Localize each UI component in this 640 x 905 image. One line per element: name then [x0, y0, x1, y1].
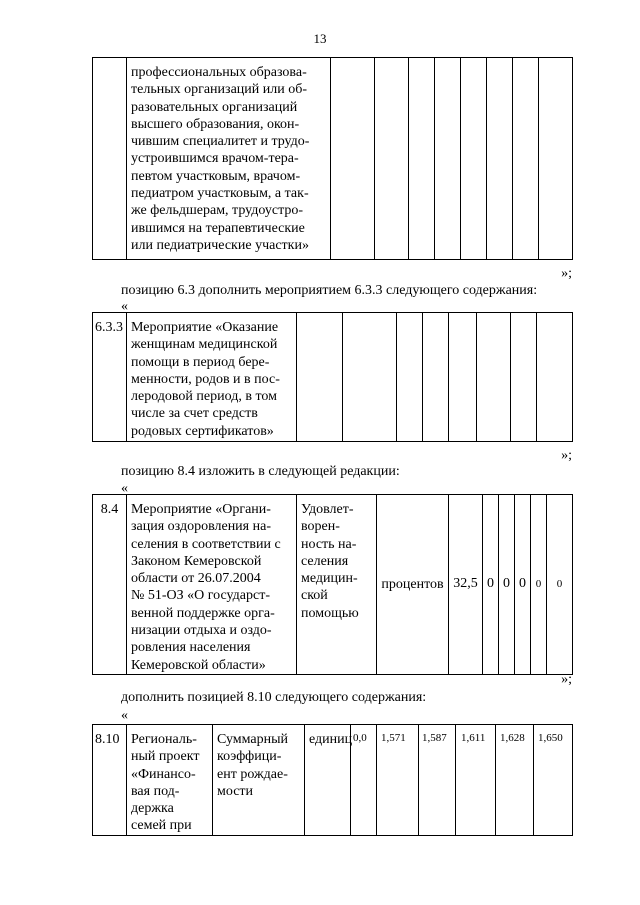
cell-description: Мероприятие «Органи- зация оздоровления на- селения в соответствии с Законом Кемеровской области от 26.07.2004 № 51-ОЗ «О государст- венной поддержке орга- низации отдыха и оздо- ровления населения Кемеровской области»: [127, 495, 297, 675]
cell-indicator: Суммарный коэффици- ент рождае- мости: [213, 725, 305, 836]
table-6-3-3: [92, 312, 573, 442]
cell-empty: [537, 313, 573, 442]
cell-value: 1,571: [377, 725, 419, 836]
cell-num: 8.10: [93, 725, 127, 836]
cell-empty: [511, 313, 537, 442]
opening-quote: «: [121, 481, 128, 496]
cell-indicator: Удовлет- ворен- ность на- селения медицин- ской помощью: [297, 495, 377, 675]
opening-quote: «: [121, 299, 128, 314]
cell-value: 0: [531, 495, 547, 675]
page-number: 13: [313, 31, 327, 46]
cell-value: 32,5: [449, 495, 483, 675]
cell-num: 8.4: [93, 495, 127, 675]
cell-value: 1,587: [419, 725, 456, 836]
cell-empty: [513, 58, 539, 260]
cell-value: 0: [515, 495, 531, 675]
cell-empty: [449, 313, 477, 442]
cell-empty: [487, 58, 513, 260]
table-continuation: [92, 57, 573, 260]
cell-empty: [331, 58, 375, 260]
closing-quote: »;: [561, 448, 572, 463]
cell-empty: [343, 313, 397, 442]
cell-num: 6.3.3: [93, 313, 127, 442]
cell-empty: [435, 58, 461, 260]
cell-empty: [461, 58, 487, 260]
cell-empty: [423, 313, 449, 442]
cell-empty: [375, 58, 409, 260]
cell-value: 1,650: [534, 725, 573, 836]
table-8-10: [92, 724, 573, 836]
paragraph-6-3: позицию 6.3 дополнить мероприятием 6.3.3 следующего содержания:: [121, 283, 538, 298]
cell-num: [93, 58, 127, 260]
cell-value: 0,0: [351, 725, 377, 836]
cell-unit: процентов: [377, 495, 449, 675]
cell-description: Мероприятие «Оказание женщинам медицинской помощи в период бере- менности, родов и в пос- леродовой период, в том числе за счет средств родовых сертификатов»: [127, 313, 297, 442]
table-8-4: [92, 494, 573, 675]
cell-value: 0: [483, 495, 499, 675]
cell-unit: единиц: [305, 725, 351, 836]
paragraph-8-10: дополнить позицией 8.10 следующего содержания:: [121, 690, 427, 705]
cell-description: Региональ- ный проект «Финансо- вая под- держка семей при: [127, 725, 213, 836]
cell-value: 1,611: [456, 725, 496, 836]
closing-quote: »;: [561, 672, 572, 687]
cell-empty: [409, 58, 435, 260]
closing-quote: »;: [561, 266, 572, 281]
cell-empty: [477, 313, 511, 442]
cell-empty: [297, 313, 343, 442]
opening-quote: «: [121, 708, 128, 723]
cell-value: 0: [547, 495, 573, 675]
cell-value: 0: [499, 495, 515, 675]
cell-empty: [397, 313, 423, 442]
cell-description: профессиональных образова- тельных организаций или об- разовательных организаций высшего образования, окон- чившим специалитет и трудо- устроившимся врачом-тера- певтом участковым, врачом- педиатром участковым, а так- же фельдшерам, трудоустро- ившимся на терапевтические или педиатрические участки»: [127, 58, 331, 260]
cell-empty: [539, 58, 573, 260]
cell-value: 1,628: [496, 725, 534, 836]
paragraph-8-4: позицию 8.4 изложить в следующей редакции:: [121, 464, 400, 479]
